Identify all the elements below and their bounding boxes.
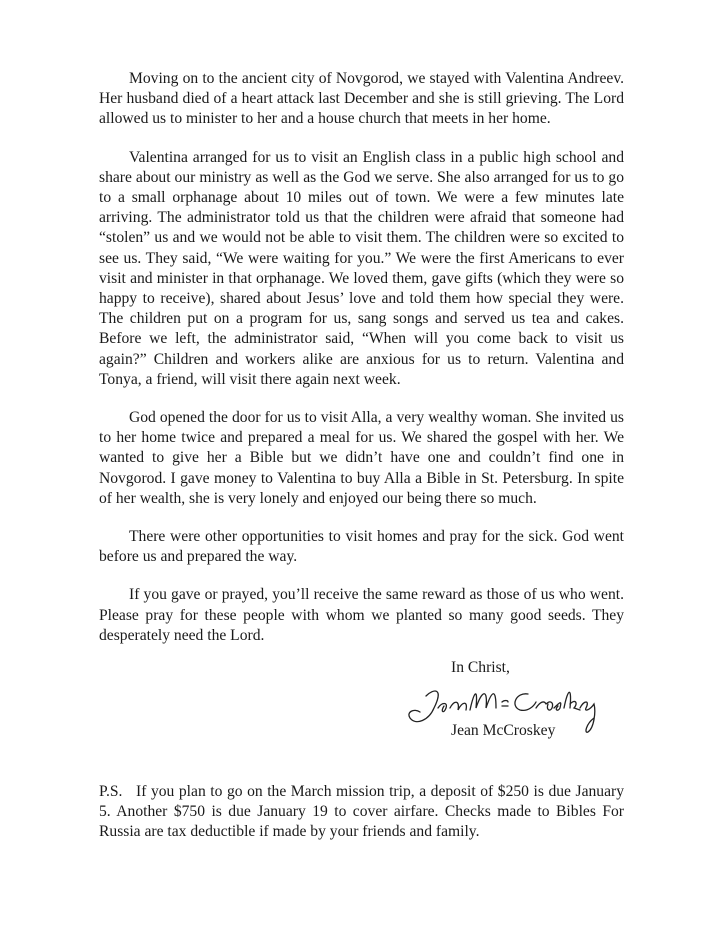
paragraph-alla: God opened the door for us to visit Alla, a very wealthy woman. She invited us to her home twice and prepared a meal for us. We shared the gospel with her. We wanted to give her a Bible but we didn’t have one and couldn’t find one in Novgorod. I gave money to Valentina to buy Alla a Bible in St. Petersburg. In spite of her wealth, she is very lonely and enjoyed our being there so much.: [99, 409, 624, 507]
closing: In Christ,: [451, 659, 510, 676]
paragraph-orphanage: Valentina arranged for us to visit an English class in a public high school and share about our ministry as well as the God we serve. She also arranged for us to go to a small orphanage about 10 miles out of town. We were a few minutes late arriving. The administrator told us that the children were afraid that someone had “stolen” us and we would not be able to visit them. The children were so excited to see us. They said, “We were waiting for you.” We were the first Americans to ever visit and minister in that orphanage. We loved them, gave gifts (which they were so happy to receive), shared about Jesus’ love and told them how special they were. The children put on a program for us, sang songs and served us tea and cakes. Before we left, the administrator said, “When will you come back to visit us again?” Children and workers alike are anxious for us to return. Valentina and Tonya, a friend, will visit there again next week.: [99, 148, 624, 388]
letter-body: [99, 69, 624, 664]
paragraph-novgorod: Moving on to the ancient city of Novgorod, we stayed with Valentina Andreev. Her husband died of a heart attack last December and she is still grieving. The Lord allowed us to minister to her and a house church that meets in her home.: [99, 70, 624, 128]
signer-name: Jean McCroskey: [451, 722, 556, 739]
paragraph-reward: If you gave or prayed, you’ll receive the same reward as those of us who went. Please pray for these people with whom we planted so many good seeds. They desperately need the Lord.: [99, 586, 624, 644]
postscript: P.S. If you plan to go on the March mission trip, a deposit of $250 is due January 5. Another $750 is due January 19 to cover airfare. Checks made to Bibles For Russia are tax deductible if made by your friends and family.: [99, 783, 624, 841]
paragraph-opportunities: There were other opportunities to visit homes and pray for the sick. God went before us and prepared the way.: [99, 528, 624, 566]
